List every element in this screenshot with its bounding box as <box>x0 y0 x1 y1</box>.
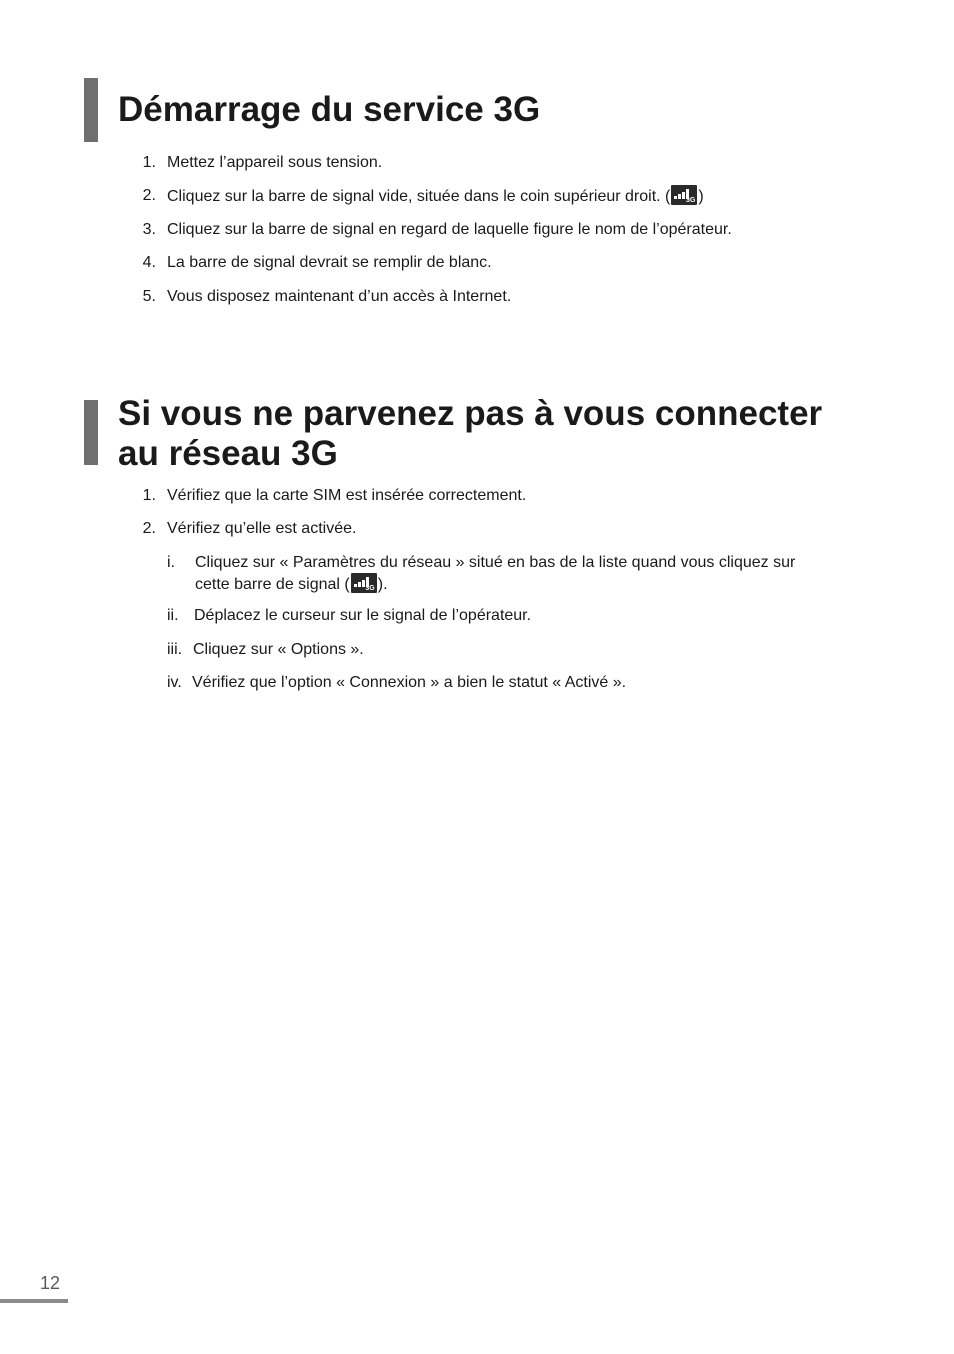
list-number: 4. <box>142 254 156 271</box>
list-number: 2. <box>142 520 156 537</box>
sublist-number: iii. <box>167 641 183 658</box>
sublist-text-part: ). <box>377 576 388 593</box>
list-text: Vous disposez maintenant d’un accès à Internet. <box>167 288 512 305</box>
list-text: La barre de signal devrait se remplir de blanc. <box>167 254 492 271</box>
list-text: Vérifiez que la carte SIM est insérée correctement. <box>167 487 527 504</box>
list-number: 5. <box>142 288 156 305</box>
page-number: 12 <box>40 1273 61 1293</box>
section-title-connexion <box>118 394 878 474</box>
list-number: 3. <box>142 221 156 238</box>
list-text: Mettez l’appareil sous tension. <box>167 154 383 171</box>
page-number-rule <box>0 1299 68 1303</box>
signal-3g-icon <box>671 185 697 205</box>
list-text: Cliquez sur la barre de signal en regard de laquelle figure le nom de l’opérateur. <box>167 221 732 238</box>
sublist-text-part: cette barre de signal ( <box>195 576 350 593</box>
icon-label: 3G <box>365 585 375 592</box>
sublist-number: iv. <box>167 674 182 691</box>
list-text: Vérifiez qu’elle est activée. <box>167 520 357 537</box>
icon-label: 3G <box>686 197 696 204</box>
list-text-part: ) <box>698 188 704 205</box>
sublist-text: Déplacez le curseur sur le signal de l’opérateur. <box>194 607 532 624</box>
list-number: 2. <box>142 187 156 204</box>
section-title-line: Si vous ne parvenez pas à vous connecter <box>118 394 823 433</box>
section-title-line: au réseau 3G <box>118 434 338 473</box>
list-text-part: Cliquez sur la barre de signal vide, située dans le coin supérieur droit. ( <box>167 188 671 205</box>
list-text <box>167 185 704 207</box>
sublist-text <box>195 573 388 595</box>
section-title-demarrage: Démarrage du service 3G <box>118 90 541 129</box>
section-marker-bar <box>84 78 98 142</box>
list-number: 1. <box>142 154 156 171</box>
signal-3g-icon <box>351 573 377 593</box>
sublist-text: Vérifiez que l’option « Connexion » a bien le statut « Activé ». <box>192 674 627 691</box>
sublist-number: ii. <box>167 607 179 624</box>
sublist-number: i. <box>167 554 175 571</box>
list-number: 1. <box>142 487 156 504</box>
section-marker-bar <box>84 400 98 465</box>
sublist-text: Cliquez sur « Options ». <box>193 641 364 658</box>
sublist-text: Cliquez sur « Paramètres du réseau » situé en bas de la liste quand vous cliquez sur <box>195 554 796 571</box>
